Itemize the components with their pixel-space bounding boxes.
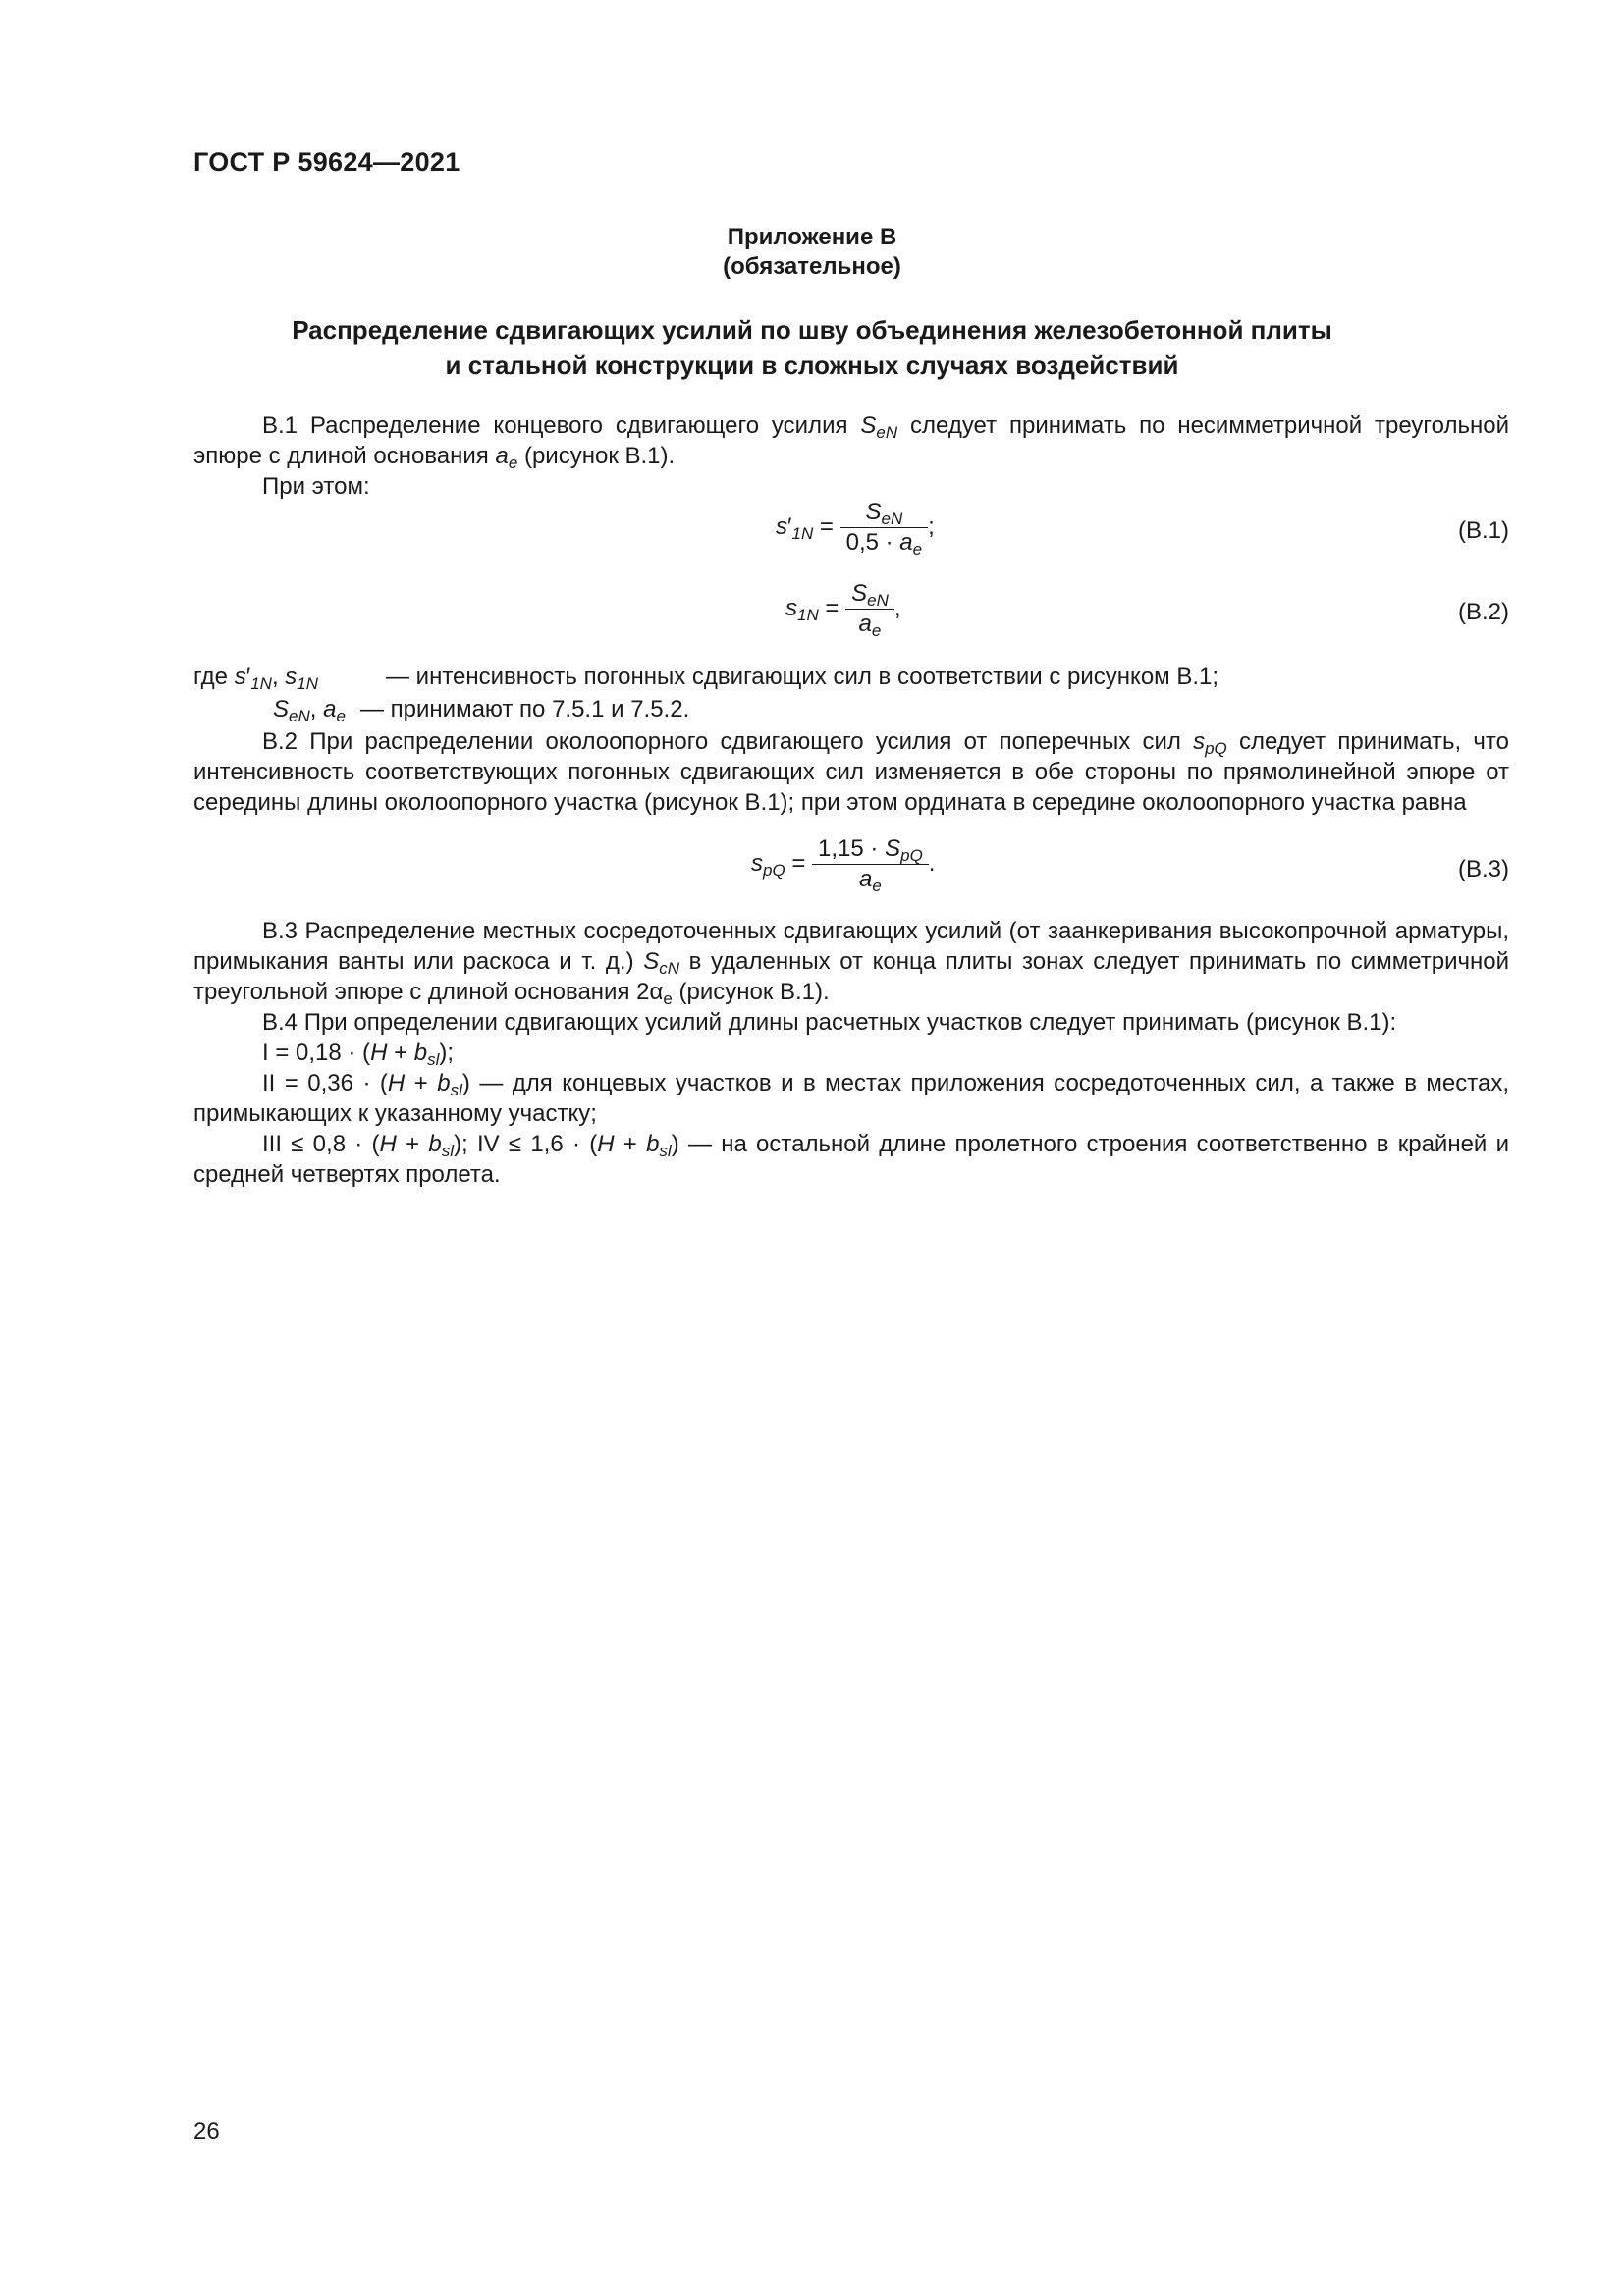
length-iii-iv: III ≤ $0,8 \cdot (H + b_{sl})$; IV ≤ $1,6 \cdot (H + b_{sl})$ — на остальной длине пролетного строения соответственно в крайней и средней четвертях пролета. [193,1131,1509,1188]
paragraph-b3: В.3 Распределение местных сосредоточенных сдвигающих усилий (от заанкеривания высокопрочной арматуры, примыкания ванты или раскоса и т. д.) $S_{cN}$ в удаленных от конца плиты зонах следует принимать по симметричной треугольной эпюре с длиной основания $2\alpha_e$ (рисунок В.1). [193,918,1510,1008]
length-i: $I = 0,18 \cdot (H + b_{sl})$; [262,1040,455,1069]
where-definition-1: где $s'_{1N}$, $s_{1N}$ [193,664,319,693]
formula-b2: $s_{1N}$ = $\frac{S_{eN}}{a_e}$ , (В.2) [785,580,1509,640]
section-title-line1: Распределение сдвигающих усилий по шву объединения железобетонной плиты [292,315,1332,345]
formula-b1: $s'_{1N}$ = $\frac{S_{eN}}{0,5 \cdot a_e}$ ; (В.1) [776,499,1509,559]
paragraph-b1-note: При этом: [262,473,370,500]
appendix-label: Приложение В [727,224,897,250]
length-ii: II = $0,36 \cdot (H + b_{sl})$ — для концевых участков и в местах приложения сосредоточенных сил, а также в местах, примыкающих к указанному участку; [193,1070,1510,1127]
page-number: 26 [193,2118,220,2145]
appendix-status: (обязательное) [723,253,901,280]
where-definition-1-text: — интенсивность погонных сдвигающих сил в соответствии с рисунком В.1; [386,664,1219,690]
formula-b2-number: (В.2) [1457,599,1509,625]
formula-b3: $s_{pQ}$ = $\frac{1,15 \cdot S_{pQ}}{a_e}$ . (В.3) [751,835,1509,895]
paragraph-b1: В.1 Распределение концевого сдвигающего усилия $S_{eN}$ следует принимать по несимметричной треугольной эпюре с длиной основания $a_e$ (рисунок В.1). При этом: [193,412,1509,500]
formula-b1-number: (В.1) [1457,517,1509,544]
where-definition-2: $S_{eN}$, $a_e$ [273,696,346,725]
document-code: ГОСТ Р 59624—2021 [193,147,460,177]
paragraph-b4: В.4 При определении сдвигающих усилий длины расчетных участков следует принимать (рисунок В.1): $I = 0,18 \cdot (H + b_{sl})$; II = $0,36 \cdot (H + b_{sl})$ — для концевых участков и в местах приложения сосредоточенных сил, а также в местах, примыкающих к указанному участку; III ≤ $0,8 \cdot (H + b_{sl})$; IV ≤ $1,6 \cdot (H + b_{sl})$ — на остальной длине пролетного строения соответственно в крайней и средней четвертях пролета. [193,1009,1510,1188]
section-title-line2: и стальной конструкции в сложных случаях воздействий [445,350,1179,380]
formula-b3-number: (В.3) [1457,856,1509,882]
paragraph-b2: В.2 При распределении околоопорного сдвигающего усилия от поперечных сил $s_{pQ}$ следует принимать, что интенсивность соответствующих погонных сдвигающих сил изменяется в обе стороны по прямолинейной эпюре от середины длины околоопорного участка (рисунок В.1); при этом ордината в середине околоопорного участка равна [193,728,1510,816]
where-definition-2-text: — принимают по 7.5.1 и 7.5.2. [360,696,690,722]
